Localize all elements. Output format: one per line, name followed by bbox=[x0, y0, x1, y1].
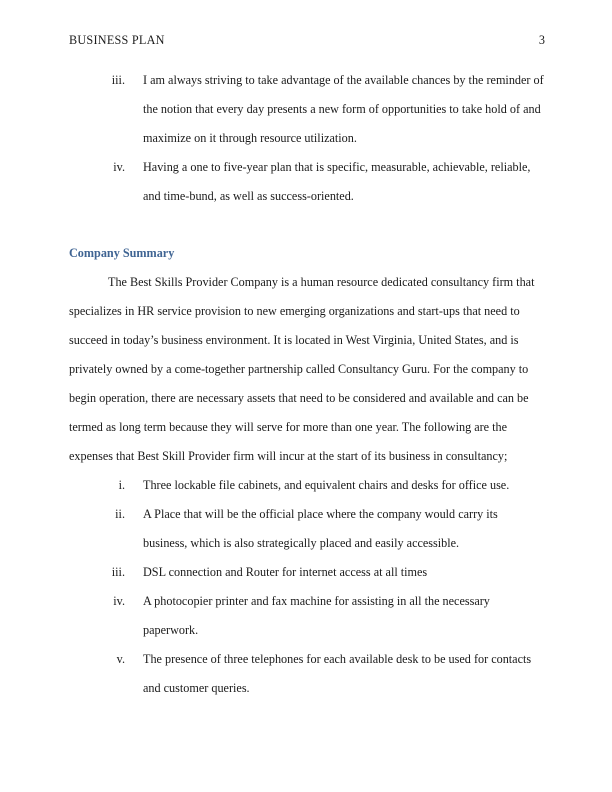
spacer bbox=[69, 211, 545, 239]
table-row bbox=[69, 471, 545, 500]
header-document-title: BUSINESS PLAN bbox=[69, 33, 165, 47]
list-marker: ii. bbox=[115, 507, 125, 521]
list-marker: iv. bbox=[113, 594, 125, 608]
list-item bbox=[69, 153, 545, 211]
document-body bbox=[69, 66, 545, 703]
list-item-text: A photocopier printer and fax machine for assisting in all the necessary paperwork. bbox=[143, 594, 490, 637]
list-item bbox=[69, 66, 545, 153]
list-item-text: DSL connection and Router for internet access at all times bbox=[143, 565, 428, 579]
list-item-text: A Place that will be the official place where the company would carry its business, which is also strategically placed and easily accessible. bbox=[143, 507, 498, 550]
page-header bbox=[69, 33, 545, 53]
list-item-text: Having a one to five-year plan that is specific, measurable, achievable, reliable, and time-bund, as well as success-oriented. bbox=[143, 160, 531, 203]
list-marker: iv. bbox=[113, 160, 125, 174]
list-item-text: Three lockable file cabinets, and equivalent chairs and desks for office use. bbox=[143, 478, 510, 492]
company-summary-paragraph: The Best Skills Provider Company is a human resource dedicated consultancy firm that specializes in HR service provision to new emerging organizations and start-ups that need to succeed in today’s business environment. It is located in West Virginia, United States, and is privately owned by a come-together partnership called Consultancy Guru. For the company to begin operation, there are necessary assets that need to be considered and available and can be termed as long term because they will serve for more than one year. The following are the expenses that Best Skill Provider firm will incur at the start of its business in consultancy; bbox=[69, 275, 535, 463]
section-heading-company-summary: Company Summary bbox=[69, 246, 175, 260]
table-row bbox=[69, 500, 545, 558]
expenses-list bbox=[69, 471, 545, 703]
list-marker: iii. bbox=[111, 73, 125, 87]
list-item-text: The presence of three telephones for each available desk to be used for contacts and customer queries. bbox=[143, 652, 532, 695]
table-row bbox=[69, 558, 545, 587]
list-item-text: I am always striving to take advantage of the available chances by the reminder of the notion that every day presents a new form of opportunities to take hold of and maximize on it through resource utilization. bbox=[143, 73, 544, 145]
header-page-number: 3 bbox=[538, 33, 545, 47]
table-row bbox=[69, 645, 545, 703]
list-marker: i. bbox=[118, 478, 125, 492]
table-row bbox=[69, 587, 545, 645]
list-marker: iii. bbox=[111, 565, 125, 579]
list-marker: v. bbox=[116, 652, 125, 666]
continued-objectives-list bbox=[69, 66, 545, 211]
